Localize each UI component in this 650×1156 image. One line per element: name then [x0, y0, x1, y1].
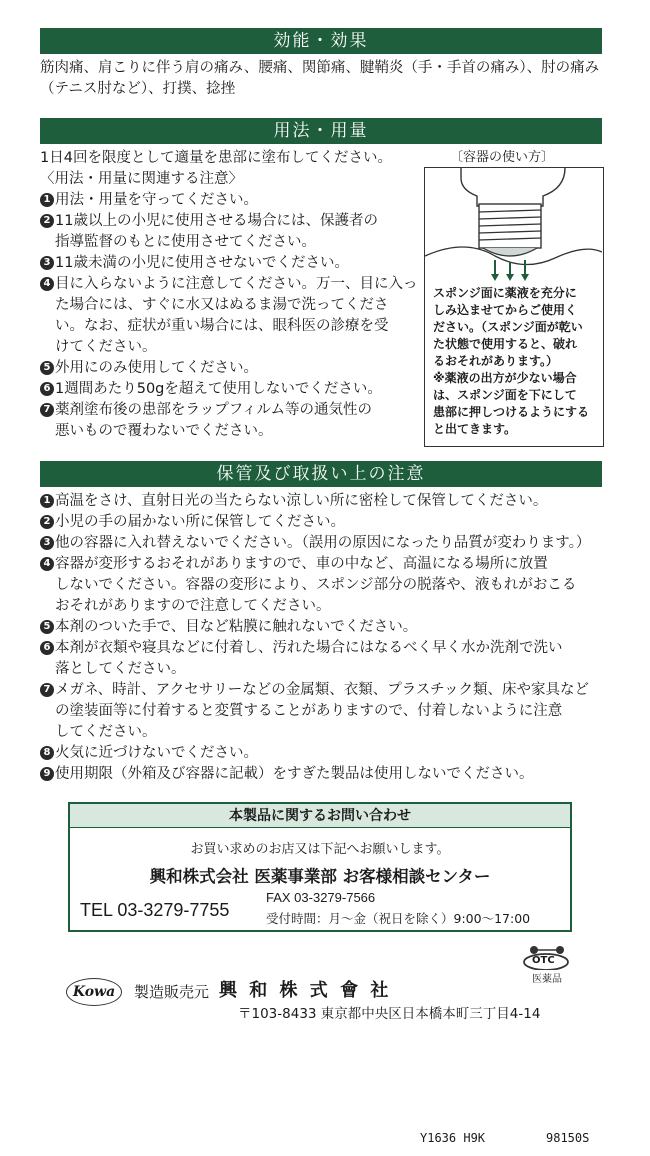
- figure-text-line: ださい。（スポンジ面が乾い: [433, 320, 583, 334]
- contact-hours: 受付時間：月～金（祝日を除く）9:00～17:00: [266, 911, 531, 926]
- number-bullet-icon: 6: [40, 641, 54, 655]
- storage-note-line: 火気に近づけないでください。: [55, 745, 258, 761]
- storage-note-item: [40, 743, 630, 764]
- number-bullet-icon: 4: [40, 277, 54, 291]
- storage-notes-list: [40, 491, 630, 785]
- figure-caption: 〔容器の使い方〕: [450, 150, 555, 165]
- lot-code: 98150S: [546, 1131, 590, 1145]
- otc-label: OTC: [532, 955, 555, 966]
- figure-text-line: 患部に押しつけるようにする: [433, 405, 590, 419]
- company-address: 〒103-8433 東京都中央区日本橋本町三丁目4-14: [238, 1006, 541, 1022]
- bottle-illustration-icon: [425, 168, 602, 283]
- contact-company: 興和株式会社 医薬事業部 お客様相談センター: [149, 867, 491, 886]
- number-bullet-icon: 4: [40, 557, 54, 571]
- efficacy-line: （テニス肘など）、打撲、捻挫: [40, 81, 236, 97]
- usage-note-item: [40, 379, 425, 400]
- contact-title: 本製品に関するお問い合わせ: [70, 804, 570, 828]
- efficacy-line: 筋肉痛、肩こりに伴う肩の痛み、腰痛、関節痛、腱鞘炎（手・手首の痛み）、肘の痛み: [40, 60, 600, 76]
- section-storage-header: 保管及び取扱い上の注意: [40, 461, 602, 487]
- storage-note-line: 他の容器に入れ替えないでください。（誤用の原因になったり品質が変わります。）: [55, 535, 591, 551]
- container-usage-figure: [424, 167, 604, 447]
- storage-note-item: [40, 764, 630, 785]
- usage-intro: 1日4回を限度として適量を患部に塗布してください。: [40, 150, 392, 166]
- storage-note-line: してください。: [55, 724, 157, 740]
- usage-note-item: [40, 211, 425, 253]
- usage-note-item: [40, 274, 425, 358]
- otc-sub: 医薬品: [532, 974, 562, 985]
- storage-note-line: 使用期限（外箱及び容器に記載）をすぎた製品は使用しないでください。: [55, 766, 534, 782]
- storage-note-line: しないでください。容器の変形により、スポンジ部分の脱落や、液もれがおこる: [55, 577, 577, 593]
- storage-note-line: 容器が変形するおそれがありますので、車の中など、高温になる場所に放置: [55, 556, 548, 572]
- storage-note-line: 落としてください。: [55, 661, 186, 677]
- product-code: Y1636 H9K: [420, 1131, 486, 1145]
- storage-note-line: 小児の手の届かない所に保管してください。: [55, 514, 345, 530]
- storage-note-item: [40, 491, 630, 512]
- number-bullet-icon: 1: [40, 494, 54, 508]
- contact-intro: お買い求めのお店又は下記へお願いします。: [190, 842, 450, 857]
- number-bullet-icon: 7: [40, 403, 54, 417]
- storage-note-line: の塗装面等に付着すると変質することがありますので、付着しないように注意: [55, 703, 563, 719]
- storage-note-line: メガネ、時計、アクセサリーなどの金属類、衣類、プラスチック類、床や家具など: [55, 682, 590, 698]
- section-usage-header: 用法・用量: [40, 118, 602, 144]
- usage-body: [40, 148, 425, 442]
- number-bullet-icon: 3: [40, 536, 54, 550]
- company-name: 興 和 株 式 會 社: [219, 980, 392, 1001]
- storage-note-line: 本剤が衣類や寝具などに付着し、汚れた場合にはなるべく早く水か洗剤で洗い: [55, 640, 563, 656]
- contact-tel: TEL 03-3279-7755: [80, 900, 230, 920]
- kowa-logo: Kowa: [66, 978, 122, 1006]
- otc-badge: [520, 944, 576, 985]
- usage-note-line: た場合には、すぐに水又はぬるま湯で洗ってくださ: [55, 297, 389, 313]
- storage-note-line: おそれがありますので注意してください。: [55, 598, 331, 614]
- usage-note-line: 1週間あたり50gを超えて使用しないでください。: [55, 381, 382, 397]
- figure-text-line: スポンジ面に薬液を充分に: [433, 286, 577, 300]
- storage-note-line: 高温をさけ、直射日光の当たらない涼しい所に密栓して保管してください。: [55, 493, 548, 509]
- usage-note-line: けてください。: [55, 339, 157, 355]
- usage-note-item: [40, 400, 425, 442]
- storage-note-line: 本剤のついた手で、目など粘膜に触れないでください。: [55, 619, 418, 635]
- usage-note-item: [40, 358, 425, 379]
- number-bullet-icon: 8: [40, 746, 54, 760]
- number-bullet-icon: 5: [40, 361, 54, 375]
- storage-body: [40, 491, 630, 785]
- storage-note-item: [40, 554, 630, 617]
- section-efficacy-header: 効能・効果: [40, 28, 602, 54]
- usage-note-line: 外用にのみ使用してください。: [55, 360, 258, 376]
- usage-subhead: 〈用法・用量に関連する注意〉: [40, 171, 243, 187]
- storage-note-item: [40, 638, 630, 680]
- usage-note-line: 目に入らないように注意してください。万一、目に入っ: [55, 276, 418, 292]
- number-bullet-icon: 9: [40, 767, 54, 781]
- storage-note-item: [40, 512, 630, 533]
- figure-text-line: た状態で使用すると、破れ: [433, 337, 578, 351]
- number-bullet-icon: 3: [40, 256, 54, 270]
- usage-note-line: 11歳未満の小児に使用させないでください。: [55, 255, 349, 271]
- number-bullet-icon: 2: [40, 214, 54, 228]
- number-bullet-icon: 1: [40, 193, 54, 207]
- number-bullet-icon: 6: [40, 382, 54, 396]
- number-bullet-icon: 2: [40, 515, 54, 529]
- number-bullet-icon: 7: [40, 683, 54, 697]
- efficacy-body: [40, 58, 620, 100]
- figure-text: [433, 285, 599, 438]
- figure-text-line: と出てきます。: [433, 422, 517, 436]
- usage-note-line: い。なお、症状が重い場合には、眼科医の診療を受: [55, 318, 389, 334]
- storage-note-item: [40, 533, 630, 554]
- usage-note-line: 11歳以上の小児に使用させる場合には、保護者の: [55, 213, 378, 229]
- usage-note-item: [40, 253, 425, 274]
- usage-note-line: 薬剤塗布後の患部をラップフィルム等の通気性の: [55, 402, 372, 418]
- storage-note-item: [40, 617, 630, 638]
- usage-notes-list: [40, 190, 425, 442]
- number-bullet-icon: 5: [40, 620, 54, 634]
- usage-note-line: 悪いもので覆わないでください。: [55, 423, 273, 439]
- contact-fax: FAX 03-3279-7566: [266, 890, 376, 905]
- figure-text-line: ※薬液の出方が少ない場合: [433, 371, 577, 385]
- figure-text-line: しみ込ませてからご使用く: [433, 303, 578, 317]
- storage-note-item: [40, 680, 630, 743]
- maker-label: 製造販売元: [134, 983, 210, 1001]
- usage-note-line: 指導監督のもとに使用させてください。: [55, 234, 316, 250]
- usage-note-line: 用法・用量を守ってください。: [55, 192, 258, 208]
- figure-text-line: るおそれがあります。）: [433, 354, 559, 368]
- contact-box: [68, 802, 572, 932]
- figure-text-line: は、スポンジ面を下にして: [433, 388, 577, 402]
- usage-note-item: [40, 190, 425, 211]
